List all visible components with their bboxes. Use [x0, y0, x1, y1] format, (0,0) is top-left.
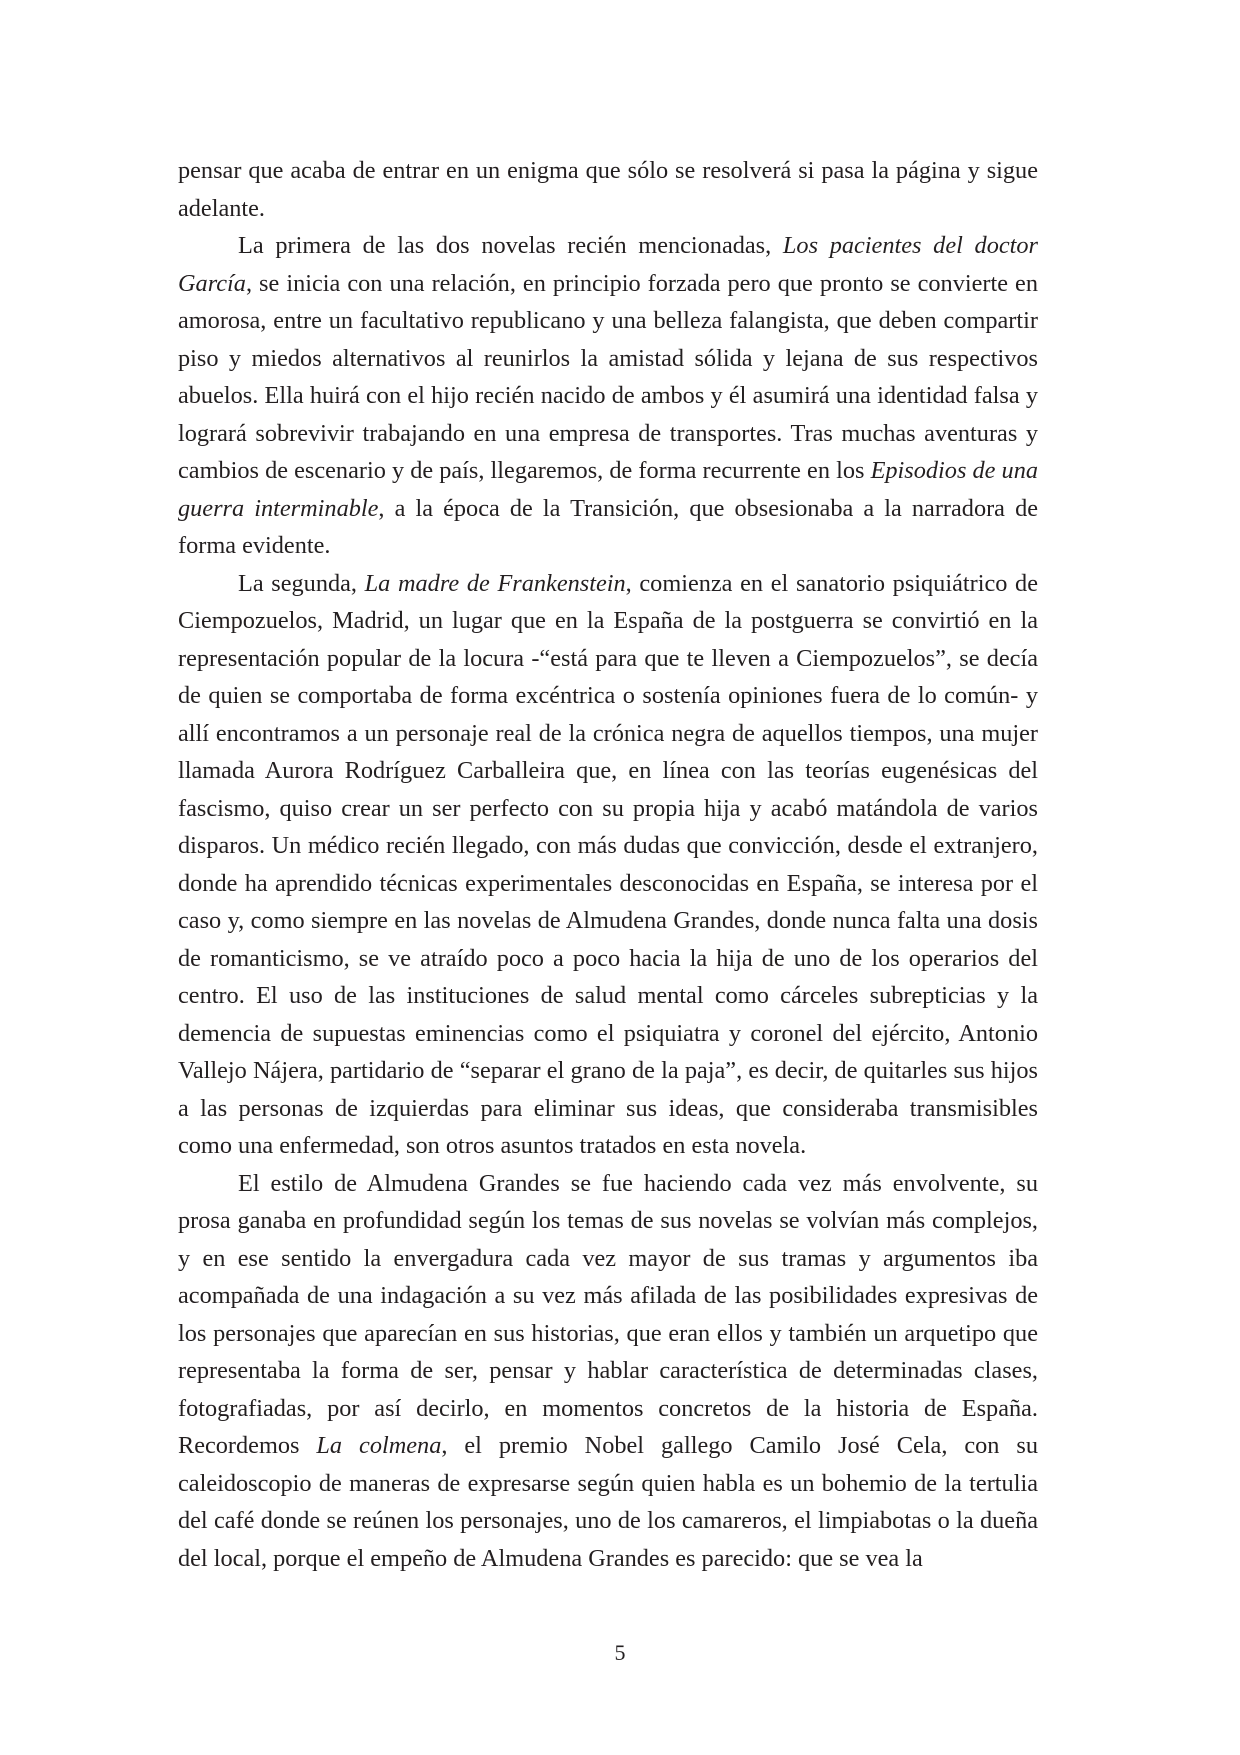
page-number: 5 — [614, 1640, 626, 1665]
book-title: La colmena — [316, 1432, 442, 1459]
text-run: La primera de las dos novelas recién mencionadas, — [238, 232, 783, 259]
text-run: , se inicia con una relación, en principio forzada pero que pronto se convierte en amorosa, entre un facultativo republicano y una belleza falangista, que deben compartir piso y miedos alternativos al reunirlos la amistad sólida y lejana de sus respectivos abuelos. Ella huirá con el hijo recién nacido de ambos y él asumirá una identidad falsa y logrará sobrevivir trabajando en una empresa de transportes. Tras muchas aventuras y cambios de escenario y de país, llegaremos, de forma recurrente en los — [178, 269, 1038, 484]
text-run: El estilo de Almudena Grandes se fue haciendo cada vez más envolvente, su prosa ganaba en profundidad según los temas de sus novelas se volvían más complejos, y en ese sentido la envergadura cada vez mayor de sus tramas y argumentos iba acompañada de una indagación a su vez más afilada de las posibilidades expresivas de los personajes que aparecían en sus historias, que eran ellos y también un arquetipo que representaba la forma de ser, pensar y hablar característica de determinadas clases, fotografiadas, por así decirlo, en momentos concretos de la historia de España. Recordemos — [178, 1169, 1038, 1459]
text-run: , comienza en el sanatorio psiquiátrico de Ciempozuelos, Madrid, un lugar que en la España de la postguerra se convirtió en la representación popular de la locura -“está para que te lleven a Ciempozuelos”, se decía de quien se comportaba de forma excéntrica o sostenía opiniones fuera de lo común- y allí encontramos a un personaje real de la crónica negra de aquellos tiempos, una mujer llamada Aurora Rodríguez Carballeira que, en línea con las teorías eugenésicas del fascismo, quiso crear un ser perfecto con su propia hija y acabó matándola de varios disparos. Un médico recién llegado, con más dudas que convicción, desde el extranjero, donde ha aprendido técnicas experimentales desconocidas en España, se interesa por el caso y, como siempre en las novelas de Almudena Grandes, donde nunca falta una dosis de romanticismo, se ve atraído poco a poco hacia la hija de uno de los operarios del centro. El uso de las instituciones de salud mental como cárceles subrepticias y la demencia de supuestas eminencias como el psiquiatra y coronel del ejército, Antonio Vallejo Nájera, partidario de “separar el grano de la paja”, es decir, de quitarles sus hijos a las personas de izquierdas para eliminar sus ideas, que consideraba transmisibles como una enfermedad, son otros asuntos tratados en esta novela. — [178, 569, 1038, 1159]
paragraph — [178, 1165, 1038, 1578]
paragraph — [178, 227, 1038, 565]
paragraph — [178, 565, 1038, 1165]
text-run: La segunda, — [238, 569, 365, 597]
book-title: Episodios de una guerra interminable — [178, 457, 1038, 522]
body-text — [178, 152, 1038, 1577]
paragraph — [178, 152, 1038, 227]
book-title: Los pacientes del doctor García — [178, 232, 1038, 297]
text-run: , a la época de la Transición, que obsesionaba a la narradora de forma evidente. — [178, 494, 1038, 559]
book-title: La madre de Frankenstein — [364, 569, 626, 597]
text-run: , el premio Nobel gallego Camilo José Cela, con su caleidoscopio de maneras de expresarse según quien habla es un bohemio de la tertulia del café donde se reúnen los personajes, uno de los camareros, el limpiabotas o la dueña del local, porque el empeño de Almudena Grandes es parecido: que se vea la — [178, 1432, 1039, 1572]
text-run: pensar que acaba de entrar en un enigma que sólo se resolverá si pasa la página y sigue adelante. — [178, 157, 1038, 222]
